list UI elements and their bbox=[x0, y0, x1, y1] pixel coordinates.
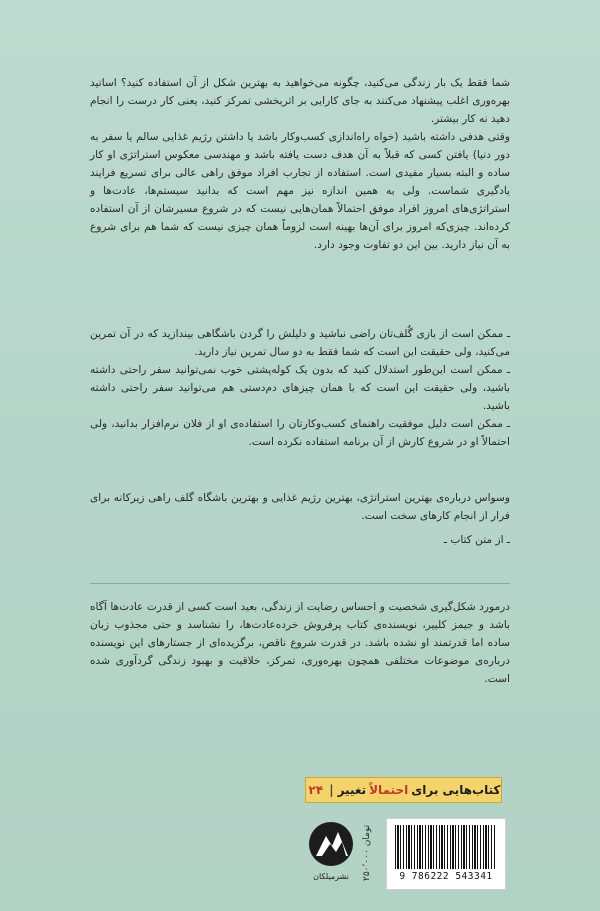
book-description: درمورد شکل‌گیری شخصیت و احساس رضایت از زندگی، بعید است کسی از قدرت عادت‌ها آگاه باشد و جیمز کلییر، نویسنده‌ی کتاب پرفروش خرده‌عادت‌ها، را نشناسد و حتی مجذوب زبان ساده اما قدرتمند او نشده باشد. در قدرت شروع ناقص، برگزیده‌ای از جستارهای این نویسنده درباره‌ی موضوعات مختلفی همچون بهره‌وری، تمرکز، خلاقیت و بهبود زندگی گردآوری شده است. bbox=[90, 601, 510, 685]
section-divider bbox=[90, 583, 510, 584]
barcode-number: 9 786222 543341 bbox=[399, 871, 493, 882]
publisher-logo-icon bbox=[308, 814, 354, 874]
quote-source: ـ از متن کتاب ـ bbox=[443, 534, 510, 546]
example-item-backpack: ـ ممکن است این‌طور استدلال کنید که بدون یک کوله‌پشتی خوب نمی‌توانید سفر راحتی داشته باشید، ولی حقیقت این است که با همان چیزهای دم‌دستی هم می‌توانید سفر راحتی داشته باشید. bbox=[90, 364, 510, 412]
publisher-name: نشرمیلکان bbox=[313, 872, 349, 881]
series-label-separator: | bbox=[329, 783, 334, 797]
intro-paragraph-1: شما فقط یک بار زندگی می‌کنید، چگونه می‌خواهید به بهترین شکل از آن استفاده کنید؟ اساتید بهره‌وری اغلب پیشنهاد می‌کنند به جای کارایی بر اثربخشی تمرکز کنید، یعنی کار درست را انجام دهید نه کار بیشتر. bbox=[90, 77, 510, 125]
series-label-prefix: کتاب‌هایی برای bbox=[411, 783, 501, 797]
series-label bbox=[305, 777, 502, 803]
example-item-software: ـ ممکن است دلیل موفقیت راهنمای کسب‌وکارتان را استفاده‌ی او از فلان نرم‌افزار بدانید، ولی احتمالاً او در شروع کارش از آن برنامه استفاده نکرده است. bbox=[90, 418, 510, 448]
quote-text-block bbox=[90, 489, 510, 549]
series-label-suffix: تغییر bbox=[337, 783, 367, 797]
intro-text-block bbox=[90, 74, 510, 254]
barcode-box bbox=[386, 818, 506, 890]
price-text: ۲۵۰٬۰۰۰ تومان bbox=[362, 824, 372, 882]
barcode-icon bbox=[395, 825, 495, 869]
example-item-golf: ـ ممکن است از بازی گُلف‌تان راضی نباشید و دلیلش را گردن باشگاهی بیندازید که در آن تمرین می‌کنید، ولی حقیقت این است که شما فقط به دو سال تمرین نیاز دارید. bbox=[90, 328, 510, 358]
quote-text: وسواس درباره‌ی بهترین استراتژی، بهترین رژیم غذایی و بهترین باشگاه گلف راهی زیرکانه برای فرار از انجام کارهای سخت است. bbox=[90, 492, 510, 522]
series-label-highlight: احتمالاً bbox=[369, 783, 409, 797]
intro-paragraph-2: وقتی هدفی داشته باشید (خواه راه‌اندازی کسب‌وکار باشد یا داشتن رژیم غذایی سالم یا سفر به دور دنیا) یافتن کسی که قبلاً به آن هدف دست یافته باشد و مهندسی معکوس استراتژی او کار ساده و البته بسیار مفیدی است. استفاده از تجارب افراد موفق راهی عالی برای تسریع فرایند یادگیری شماست. ولی به همین اندازه نیز مهم است که بدانید سیستم‌ها، عادت‌ها و استراتژی‌های امروز افراد موفق احتمالاً همان‌هایی نیست که در شروع مسیرشان از آن استفاده کرده‌اند. چیزی‌که امروز برای آن‌ها بهینه است لزوماً همان چیزی نیست که شما هم برای شروع به آن نیاز دارید. بین این دو تفاوت وجود دارد. bbox=[90, 131, 510, 251]
book-description-block bbox=[90, 598, 510, 688]
series-label-number: ۲۴ bbox=[308, 783, 324, 797]
examples-text-block bbox=[90, 325, 510, 451]
